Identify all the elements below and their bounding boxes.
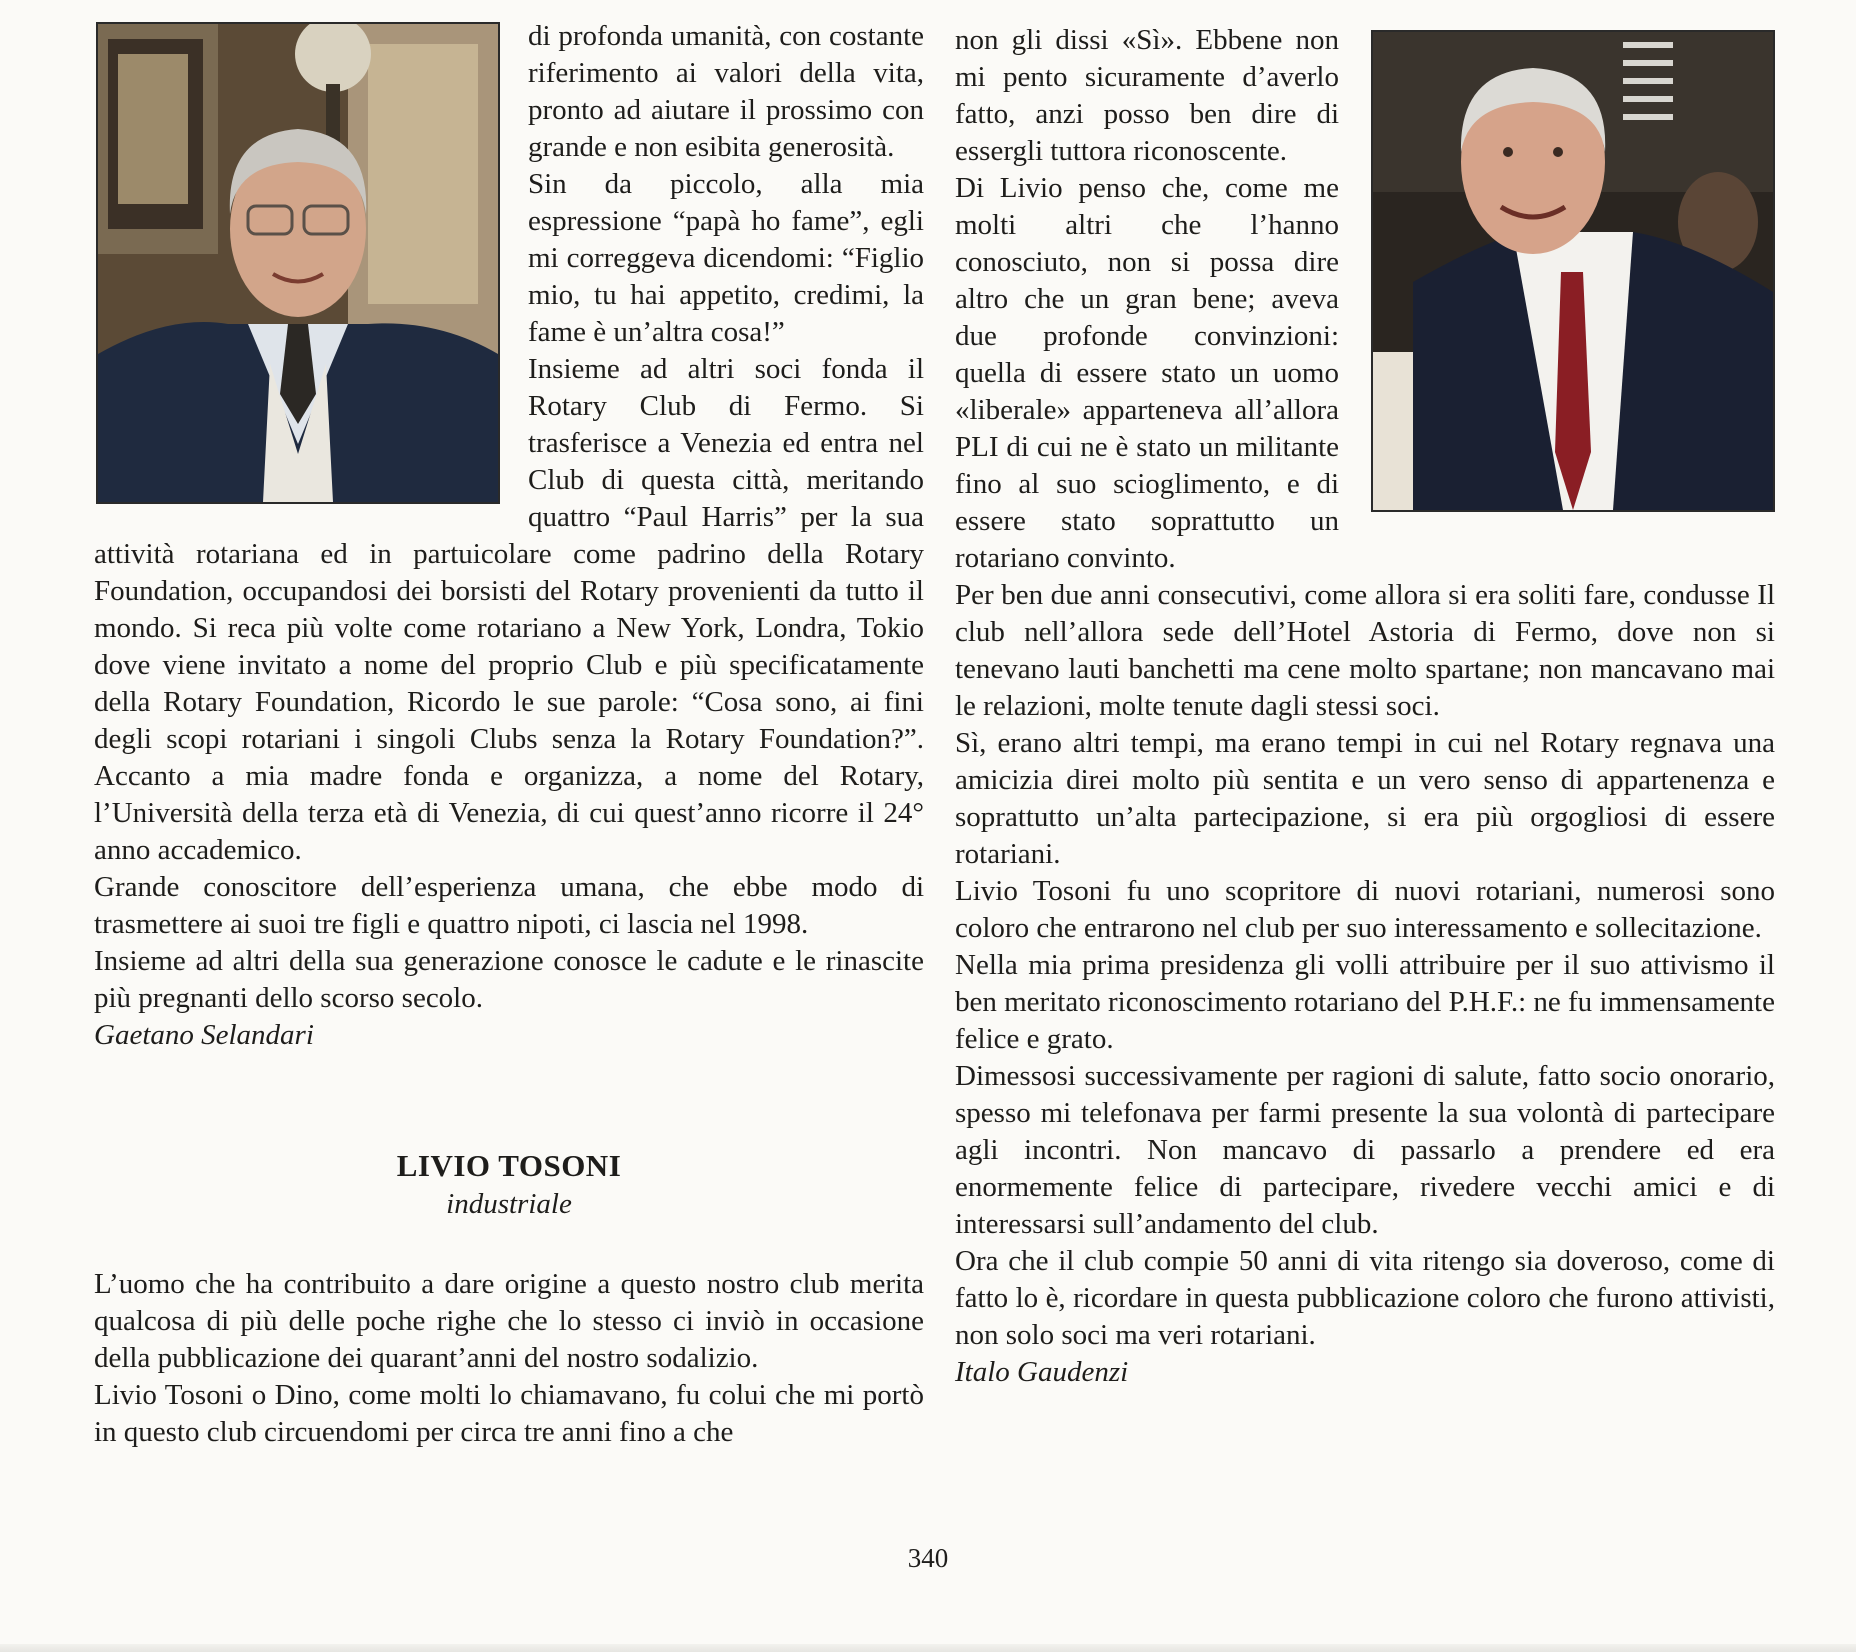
paragraph: Sin da piccolo, alla mia espressione “papà ho fame”, egli mi correggeva dicendomi: “Figlio mio, tu hai appetito, credimi, la fame è un’altra cosa!”	[528, 168, 924, 348]
author-signature: Gaetano Selandari	[94, 1019, 314, 1051]
scan-edge	[0, 1644, 1856, 1652]
paragraph: non gli dissi «Sì». Ebbene non mi pento sicuramente d’averlo fatto, anzi posso ben dire di essergli tuttora riconoscente.	[955, 24, 1339, 167]
portrait-photo-icon	[98, 24, 498, 502]
paragraph: di profonda umanità, con costante riferimento ai valori della vita, pronto ad aiutare il prossimo con grande e non esibita generosità.	[528, 20, 924, 163]
paragraph: Dimessosi successivamente per ragioni di salute, fatto socio onorario, spesso mi telefonava per farmi presente la sua volontà di partecipare agli incontri. Non mancavo di passarlo a prendere ed era enormemente felice di partecipare, rivedere vecchi amici e di interessarsi sull’andamento del club.	[955, 1060, 1775, 1240]
paragraph: Livio Tosoni fu uno scopritore di nuovi rotariani, numerosi sono coloro che entrarono nel club per suo interessamento e sollecitazione.	[955, 875, 1775, 944]
section-heading-block	[94, 1146, 924, 1222]
paragraph: Sì, erano altri tempi, ma erano tempi in cui nel Rotary regnava una amicizia direi molto più sentita e un vero senso di appartenenza e soprattutto un’alta partecipazione, si era più orgogliosi di essere rotariani.	[955, 727, 1775, 870]
page-number: 340	[907, 1543, 949, 1573]
paragraph: Nella mia prima presidenza gli volli attribuire per il suo attivismo il ben meritato riconoscimento rotariano del P.H.F.: ne fu immensamente felice e grato.	[955, 949, 1775, 1055]
paragraph: Insieme ad altri della sua generazione conosce le cadute e le rinascite più pregnanti dello scorso secolo.	[94, 945, 924, 1014]
section-title: LIVIO TOSONI	[396, 1148, 622, 1183]
paragraph: Ora che il club compie 50 anni di vita ritengo sia doveroso, come di fatto lo è, ricordare in questa pubblicazione coloro che furono attivisti, non solo soci ma veri rotariani.	[955, 1245, 1775, 1351]
paragraph: Per ben due anni consecutivi, come allora si era soliti fare, condusse Il club nell’allora sede dell’Hotel Astoria di Fermo, dove non si tenevano lauti banchetti ma cene molto spartane; non mancavano mai le relazioni, molte tenute dagli stessi soci.	[955, 579, 1775, 722]
paragraph: Grande conoscitore dell’esperienza umana, che ebbe modo di trasmettere ai suoi tre figli e quattro nipoti, ci lascia nel 1998.	[94, 871, 924, 940]
author-signature: Italo Gaudenzi	[955, 1356, 1129, 1388]
section-subtitle: industriale	[446, 1188, 572, 1220]
paragraph: Di Livio penso che, come me molti altri che l’hanno conosciuto, non si possa dire altro che un gran bene; aveva due profonde convinzioni: quella di essere stato un uomo «liberale» apparteneva all’allora PLI di cui ne è stato un militante fino al suo scioglimento, e di essere stato soprattutto un rotariano convinto.	[955, 172, 1339, 574]
paragraph: Livio Tosoni o Dino, come molti lo chiamavano, fu colui che mi portò in questo club circuendomi per circa tre anni fino a che	[94, 1379, 924, 1448]
paragraph: Insieme ad altri soci fonda il Rotary Club di Fermo. Si trasferisce a Venezia ed entra nel Club di questa città, meritando quattro “Paul Harris” per la sua attività rotariana ed in partuicolare come padrino della Rotary Foundation, occupandosi dei borsisti del Rotary provenienti da tutto il mondo. Si reca più volte come rotariano a New York, Londra, Tokio dove viene invitato a nome del proprio Club e più specificatamente della Rotary Foundation, Ricordo le sue parole: “Cosa sono, ai fini degli scopi rotariani i singoli Clubs senza la Rotary Foundation?”. Accanto a mia madre fonda e organizza, a nome del Rotary, l’Università della terza età di Venezia, di cui quest’anno ricorre il 24° anno accademico.	[94, 353, 924, 866]
left-column	[94, 18, 924, 1451]
portrait-photo-left	[96, 22, 500, 504]
portrait-photo-icon	[1373, 32, 1773, 510]
portrait-photo-right	[1371, 30, 1775, 512]
right-column	[955, 22, 1775, 1391]
paragraph: L’uomo che ha contribuito a dare origine a questo nostro club merita qualcosa di più delle poche righe che lo stesso ci inviò in occasione della pubblicazione dei quarant’anni del nostro sodalizio.	[94, 1268, 924, 1374]
